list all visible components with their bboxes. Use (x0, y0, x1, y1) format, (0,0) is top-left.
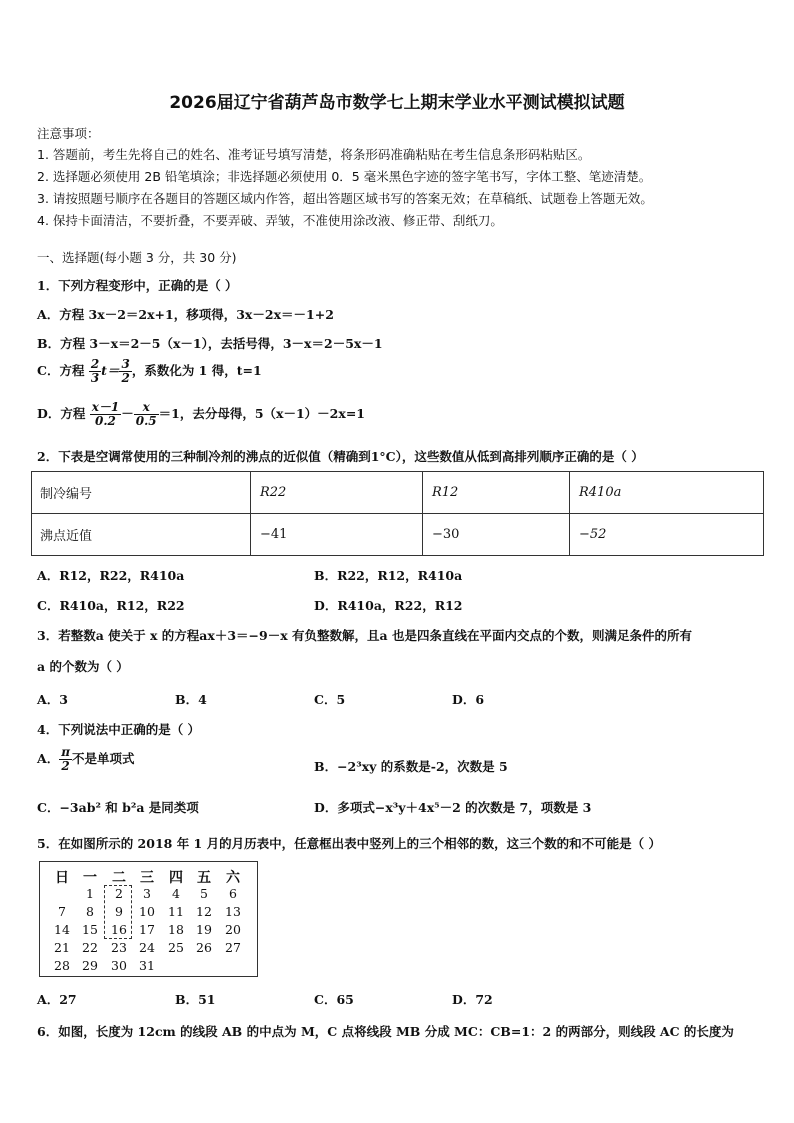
q5-option-d: D．72 (452, 992, 493, 1007)
calendar-weekday-header: 日 (55, 870, 69, 886)
calendar-weekday-header: 六 (226, 870, 240, 886)
q3-option-d: D．6 (452, 692, 485, 707)
q1-option-d (37, 401, 365, 428)
page-title: 2026届辽宁省葫芦岛市数学七上期末学业水平测试模拟试题 (169, 93, 625, 113)
table-cell: −30 (423, 514, 570, 556)
calendar-day: 31 (139, 958, 155, 973)
q1-stem: 1．下列方程变形中，正确的是（ ） (37, 278, 238, 293)
refrigerant-table (31, 471, 764, 556)
calendar-day: 26 (196, 940, 212, 955)
q4-option-a (37, 746, 135, 773)
calendar-day: 24 (139, 940, 155, 955)
calendar-day: 11 (168, 904, 184, 919)
q1-option-a: A．方程 3x－2＝2x+1，移项得，3x－2x＝－1+2 (37, 307, 334, 322)
calendar-day: 30 (111, 958, 127, 973)
calendar-day: 13 (225, 904, 241, 919)
selection-box (104, 885, 132, 939)
q4-a-post: 不是单项式 (72, 751, 135, 766)
table-cell: R410a (570, 472, 764, 514)
calendar-day: 8 (86, 904, 94, 919)
calendar-weekday-header: 四 (169, 870, 183, 886)
calendar-day: 21 (54, 940, 70, 955)
calendar-day: 12 (196, 904, 212, 919)
q1-d-pre: D．方程 (37, 406, 86, 421)
calendar-day: 6 (229, 886, 237, 901)
table-row (32, 472, 764, 514)
fraction: $\frac{x}{0.5}$ (135, 400, 157, 428)
q2-option-d: D．R410a，R22，R12 (314, 598, 463, 613)
calendar-day: 29 (82, 958, 98, 973)
fraction: $\frac{3}{2}$ (121, 357, 130, 385)
calendar-2018-january (39, 861, 258, 977)
q3-stem-cont: a 的个数为（ ） (37, 659, 129, 674)
q3-option-b: B．4 (175, 692, 207, 707)
q3-option-c: C．5 (314, 692, 346, 707)
notice-item: 2. 选择题必须使用 2B 铅笔填涂；非选择题必须使用 0．5 毫米黑色字迹的签字笔书写，字体工整、笔迹清楚。 (37, 169, 652, 184)
q3-stem: 3．若整数a 使关于 x 的方程ax＋3＝−9－x 有负整数解，且a 也是四条直线在平面内交点的个数，则满足条件的所有 (37, 628, 692, 643)
q1-d-mid: － (121, 406, 134, 421)
q4-option-c: C．−3ab² 和 b²a 是同类项 (37, 800, 199, 815)
calendar-day: 27 (225, 940, 241, 955)
calendar-day: 20 (225, 922, 241, 937)
calendar-day: 3 (143, 886, 151, 901)
q5-option-c: C．65 (314, 992, 354, 1007)
q5-stem: 5．在如图所示的 2018 年 1 月的月历表中，任意框出表中竖列上的三个相邻的数，这三个数的和不可能是（ ） (37, 836, 661, 851)
table-cell: 制冷编号 (32, 472, 251, 514)
q2-option-c: C．R410a，R12，R22 (37, 598, 185, 613)
calendar-day: 10 (139, 904, 155, 919)
q1-d-post: ＝1，去分母得，5（x－1）－2x=1 (158, 406, 365, 421)
fraction: $\frac{2}{3}$ (90, 357, 100, 385)
notice-item: 4. 保持卡面清洁，不要折叠，不要弄破、弄皱，不准使用涂改液、修正带、刮纸刀。 (37, 213, 503, 228)
q2-option-a: A．R12，R22，R410a (37, 568, 185, 583)
calendar-day: 1 (86, 886, 94, 901)
notice-item: 3. 请按照题号顺序在各题目的答题区域内作答，超出答题区域书写的答案无效；在草稿纸、试题卷上答题无效。 (37, 191, 653, 206)
notice-heading: 注意事项： (37, 126, 100, 141)
q1-c-pre: C．方程 (37, 363, 85, 378)
q4-option-d: D．多项式−x³y＋4x⁵－2 的次数是 7，项数是 3 (314, 800, 592, 815)
calendar-day: 5 (200, 886, 208, 901)
q5-option-a: A．27 (37, 992, 77, 1007)
section-heading: 一、选择题(每小题 3 分，共 30 分) (37, 250, 237, 265)
calendar-day: 17 (139, 922, 155, 937)
q4-a-pre: A． (37, 751, 60, 766)
calendar-day: 4 (172, 886, 180, 901)
calendar-day: 9 (115, 904, 123, 919)
q4-option-b: B．−2³xy 的系数是-2，次数是 5 (314, 759, 508, 774)
fraction: $\frac{x-1}{0.2}$ (91, 400, 120, 428)
table-cell: R22 (251, 472, 423, 514)
q4-stem: 4．下列说法中正确的是（ ） (37, 722, 201, 737)
calendar-weekday-header: 三 (140, 870, 154, 886)
table-cell: 沸点近值 (32, 514, 251, 556)
table-cell: −52 (570, 514, 764, 556)
q1-option-b: B．方程 3－x＝2－5（x－1），去括号得，3－x＝2－5x－1 (37, 336, 383, 351)
calendar-day: 16 (111, 922, 127, 937)
calendar-day: 14 (54, 922, 70, 937)
q1-option-c (37, 358, 262, 385)
calendar-day: 19 (196, 922, 212, 937)
q1-c-post: ，系数化为 1 得，t=1 (131, 363, 262, 378)
calendar-weekday-header: 二 (112, 870, 126, 886)
q5-option-b: B．51 (175, 992, 216, 1007)
q2-option-b: B．R22，R12，R410a (314, 568, 463, 583)
table-cell: −41 (251, 514, 423, 556)
calendar-day: 22 (82, 940, 98, 955)
q6-stem: 6．如图，长度为 12cm 的线段 AB 的中点为 M，C 点将线段 MB 分成 MC：CB=1：2 的两部分，则线段 AC 的长度为 (37, 1024, 734, 1039)
notice-item: 1. 答题前，考生先将自己的姓名、准考证号填写清楚，将条形码准确粘贴在考生信息条形码粘贴区。 (37, 147, 591, 162)
fraction: $\frac{\pi}{2}$ (61, 745, 70, 773)
table-cell: R12 (423, 472, 570, 514)
calendar-day: 28 (54, 958, 70, 973)
calendar-day: 25 (168, 940, 184, 955)
q1-c-mid: t＝ (101, 363, 120, 378)
q2-stem: 2．下表是空调常使用的三种制冷剂的沸点的近似值（精确到1°C），这些数值从低到高排列顺序正确的是（ ） (37, 449, 644, 464)
calendar-day: 23 (111, 940, 127, 955)
calendar-day: 15 (82, 922, 98, 937)
calendar-weekday-header: 一 (83, 870, 97, 886)
calendar-weekday-header: 五 (197, 870, 211, 886)
calendar-day: 7 (58, 904, 66, 919)
q3-option-a: A．3 (37, 692, 68, 707)
calendar-day: 18 (168, 922, 184, 937)
table-row (32, 514, 764, 556)
calendar-day: 2 (115, 886, 123, 901)
